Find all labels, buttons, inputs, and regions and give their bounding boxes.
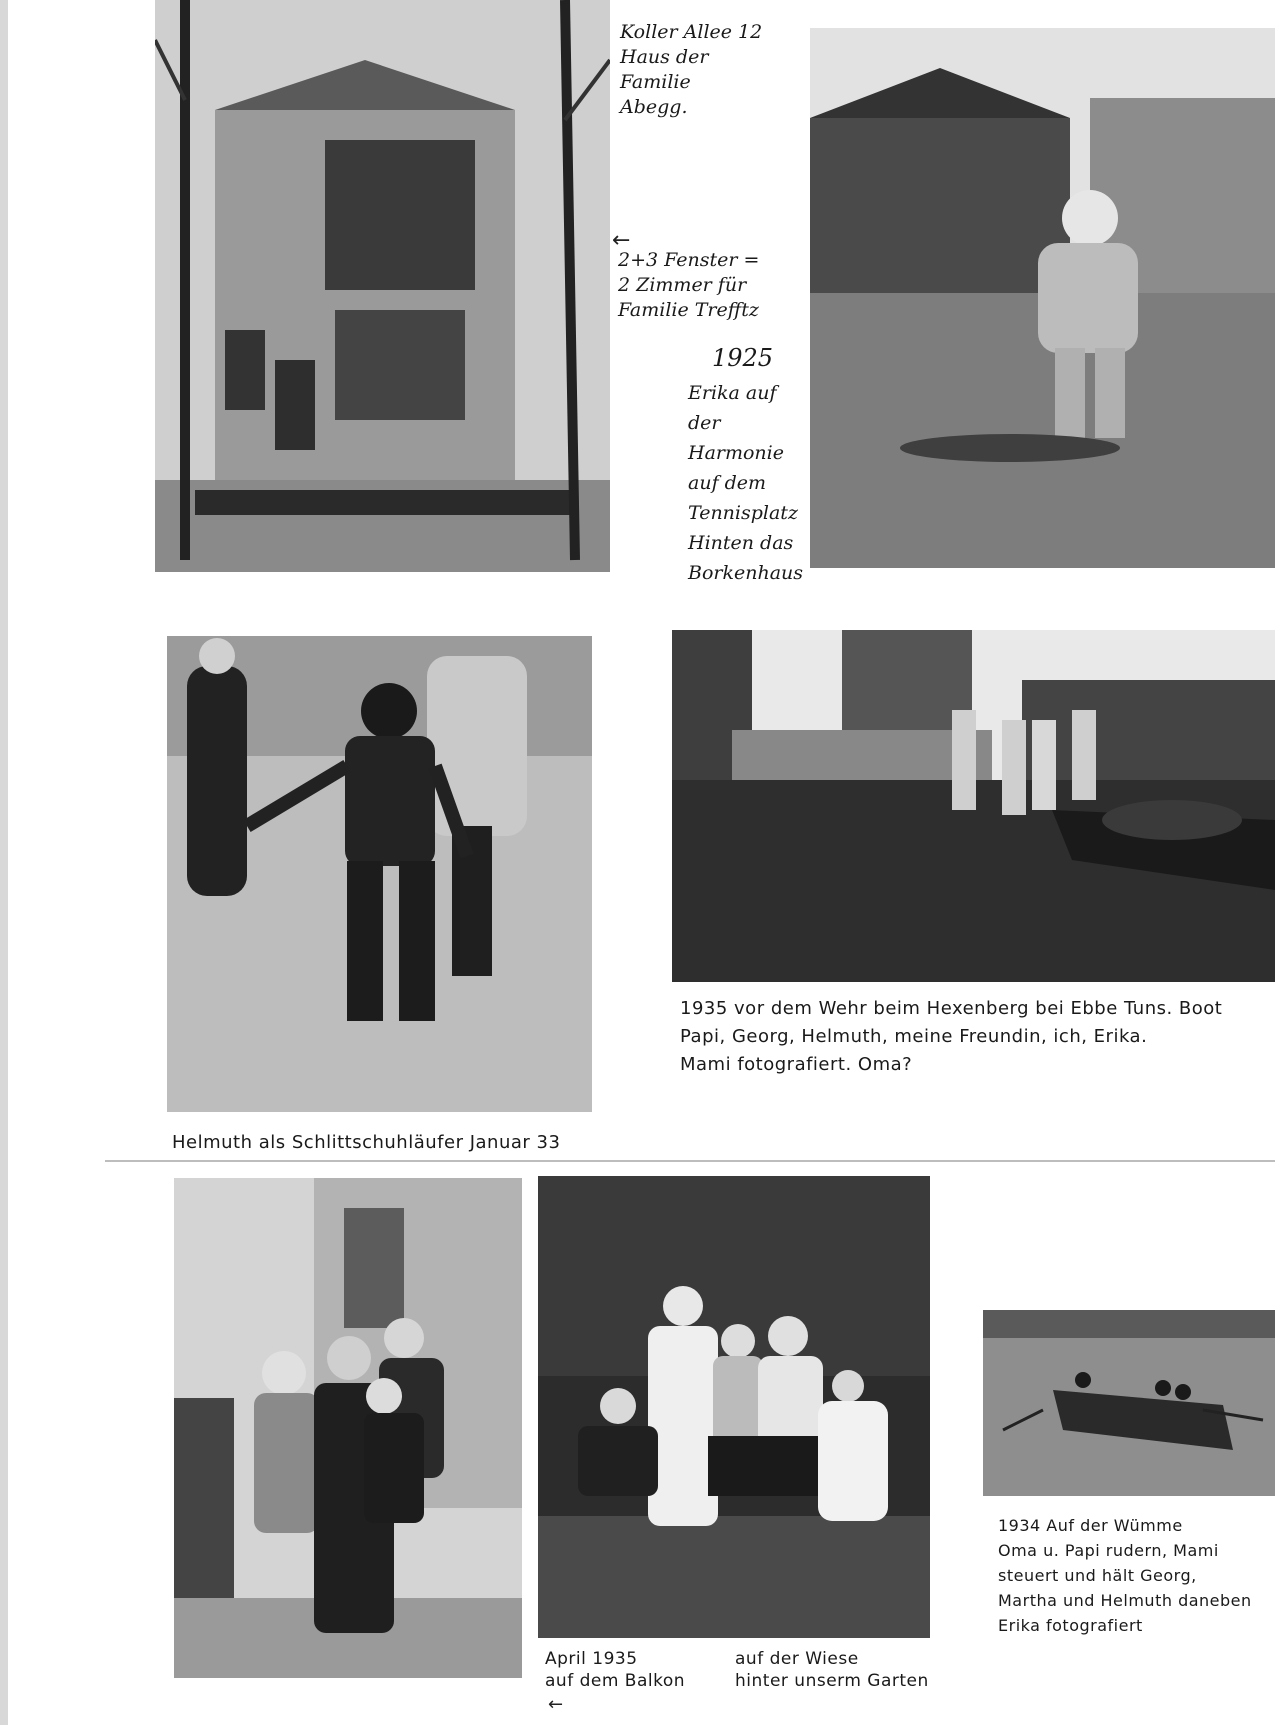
photo-erika-tennisplatz: [810, 28, 1275, 568]
photo-wuemme-rowing: [983, 1310, 1275, 1496]
caption-wuemme: 1934 Auf der Wümme Oma u. Papi rudern, Mami steuert und hält Georg, Martha und Helmuth daneben Erika fotografiert: [998, 1516, 1252, 1635]
photo-helmuth-skating: [167, 636, 592, 1112]
caption-erika-year: 1925: [712, 344, 774, 372]
caption-house: Koller Allee 12 Haus der Familie Abegg.: [620, 21, 763, 118]
caption-wehr: 1935 vor dem Wehr beim Hexenberg bei Ebbe Tuns. Boot Papi, Georg, Helmuth, meine Freundin, ich, Erika. Mami fotografiert. Oma?: [680, 998, 1223, 1075]
arrow-left-icon-balkon: ←: [548, 1694, 564, 1715]
caption-erika: Erika auf der Harmonie auf dem Tennisplatz Hinten das Borkenhaus: [688, 382, 804, 584]
photo-house: [155, 0, 610, 572]
photo-wehr-hexenberg: [672, 630, 1275, 982]
caption-wiese: auf der Wiese hinter unserm Garten: [735, 1649, 929, 1691]
row-divider: [105, 1160, 1275, 1162]
photo-balkon-family: [174, 1178, 522, 1678]
caption-balkon: April 1935 auf dem Balkon: [545, 1649, 686, 1691]
arrow-left-icon: ←: [612, 228, 631, 253]
photo-wiese-garten: [538, 1176, 930, 1638]
page-edge-shadow: [0, 0, 8, 1725]
caption-helmuth: Helmuth als Schlittschuhläufer Januar 33: [172, 1132, 561, 1153]
caption-windows: 2+3 Fenster = 2 Zimmer für Familie Trefftz: [618, 249, 760, 321]
